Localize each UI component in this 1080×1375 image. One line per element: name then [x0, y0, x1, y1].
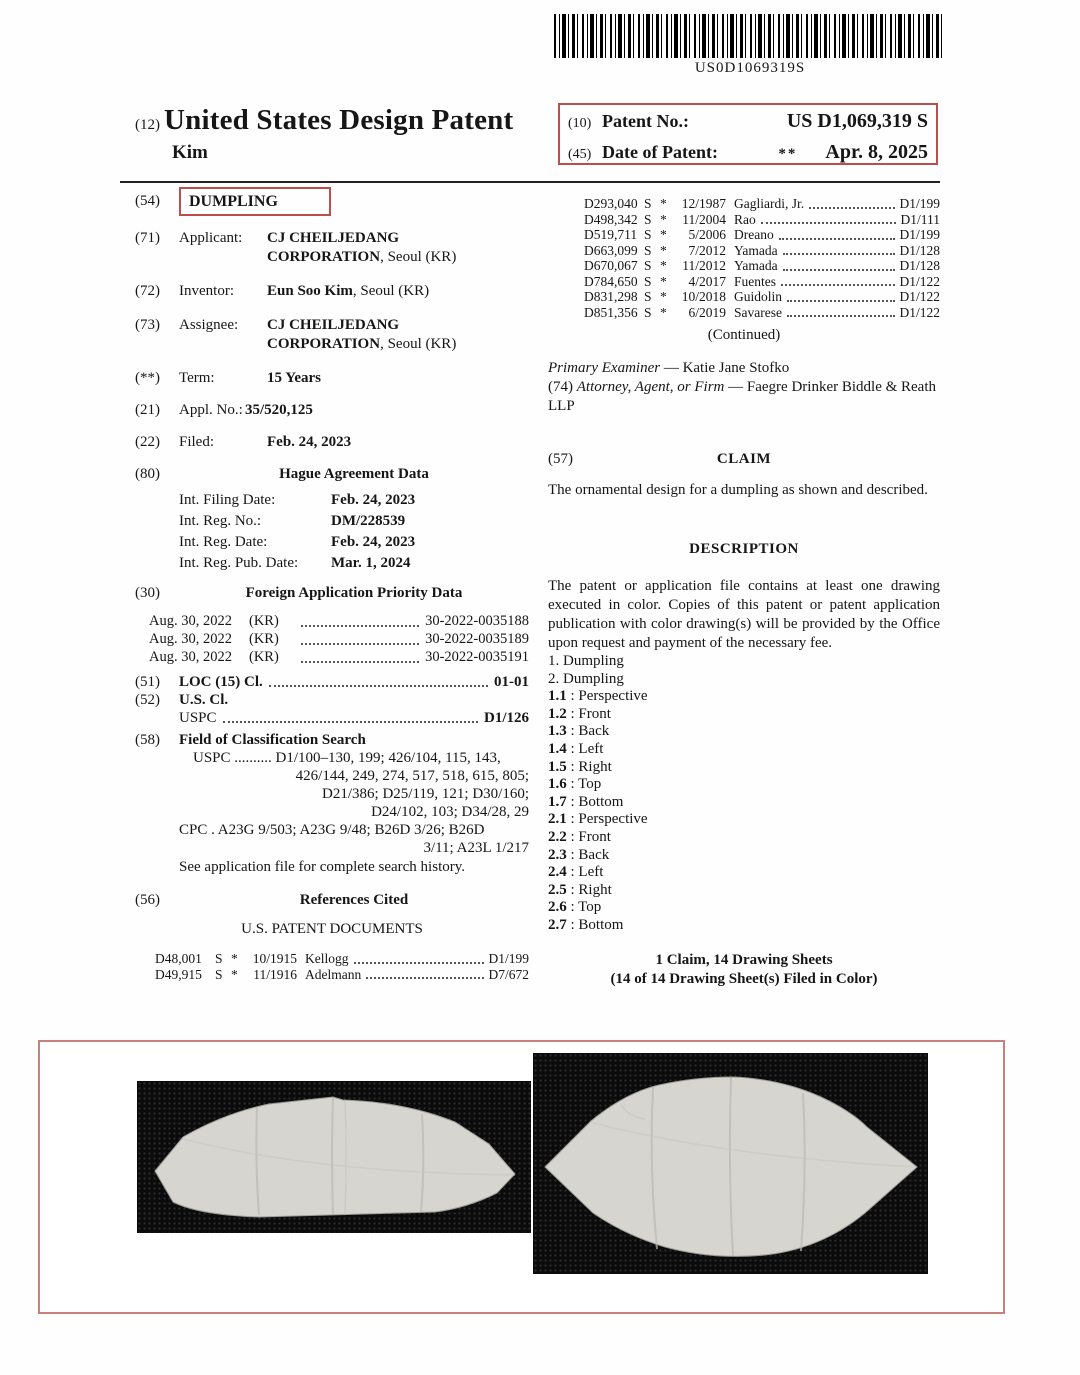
- continued-note: (Continued): [707, 327, 781, 343]
- ref-kind: S: [644, 227, 652, 242]
- ref-name: Adelmann: [305, 966, 362, 982]
- hague-row: [179, 532, 529, 553]
- hague-section-header: [135, 465, 529, 484]
- figure-label: Right: [578, 881, 612, 898]
- figure-number: 2.3: [548, 846, 567, 863]
- figure-number: 2.4: [548, 864, 567, 881]
- dot-leader: [301, 613, 419, 627]
- barcode-text: US0D1069319S: [694, 60, 806, 76]
- priority-number: 30-2022-0035188: [425, 613, 529, 629]
- field-search-header: [135, 731, 529, 749]
- figure-entry: 2.2 : Front: [548, 828, 611, 845]
- uscl-code: (52): [135, 692, 160, 708]
- description-title: DESCRIPTION: [689, 541, 799, 557]
- kind-code: (12): [135, 117, 160, 133]
- figure-entry: 1.7 : Bottom: [548, 793, 624, 810]
- hague-label: Int. Reg. No.:: [179, 513, 262, 529]
- barcode-icon: [554, 14, 946, 58]
- patent-date-value: Apr. 8, 2025: [825, 141, 928, 163]
- reference-row: [584, 258, 940, 274]
- ref-class: D1/199: [899, 227, 940, 242]
- primary-examiner-line: [548, 359, 940, 378]
- design-title-item: [135, 192, 529, 216]
- priority-date: Aug. 30, 2022: [149, 649, 232, 665]
- dumpling-front-photo: [137, 1081, 531, 1233]
- ref-kind: S: [644, 242, 652, 258]
- priority-country: (KR): [249, 613, 279, 629]
- figure-label: Left: [578, 740, 604, 757]
- ref-kind: S: [215, 951, 223, 966]
- document-title: [135, 104, 565, 137]
- dot-leader: [269, 673, 488, 687]
- figure-number: 2.6: [548, 899, 567, 916]
- figure-entry: 1.1 : Perspective: [548, 688, 648, 705]
- ref-star: *: [660, 242, 667, 258]
- dot-leader: [787, 305, 895, 318]
- priority-country: (KR): [249, 649, 279, 665]
- claim-code: (57): [548, 451, 573, 467]
- reference-row: [584, 196, 940, 212]
- attorney-line: [548, 378, 940, 416]
- ref-date: 11/1916: [253, 966, 297, 982]
- appl-no-value: 35/520,125: [245, 402, 313, 418]
- design-title: DUMPLING: [179, 187, 331, 216]
- patent-date-code: (45): [568, 147, 592, 162]
- figure-label: Top: [578, 899, 602, 916]
- dot-leader: [354, 951, 484, 964]
- attorney-label: Attorney, Agent, or Firm: [576, 379, 725, 395]
- figure-entry: 1.3 : Back: [548, 723, 610, 740]
- hague-value: Feb. 24, 2023: [331, 492, 416, 508]
- figure-label: Perspective: [578, 688, 648, 705]
- patent-no-code: (10): [568, 116, 592, 131]
- assignee-rest: , Seoul (KR): [380, 336, 457, 352]
- ref-name: Dreano: [734, 227, 774, 242]
- patent-date-row: [568, 138, 928, 169]
- reference-row: [584, 274, 940, 290]
- figure-number: 1.6: [548, 776, 567, 793]
- figure-label: Left: [578, 864, 604, 881]
- inventor-name: Eun Soo Kim: [267, 283, 353, 299]
- ref-date: 10/2018: [681, 289, 726, 304]
- ref-date: 5/2006: [688, 227, 726, 242]
- figure-entry: 1.4 : Left: [548, 740, 604, 757]
- figure-label: Front: [578, 828, 611, 845]
- applicant-item: [135, 229, 529, 267]
- dot-leader: [783, 243, 895, 256]
- priority-number: 30-2022-0035189: [425, 631, 529, 647]
- priority-row: [149, 613, 529, 631]
- ref-class: D1/199: [899, 196, 940, 211]
- term-stars: **: [778, 146, 798, 162]
- field-uspc-line: 426/144, 249, 274, 517, 518, 615, 805;: [295, 768, 529, 784]
- figure-entry: 2.7 : Bottom: [548, 916, 624, 933]
- term-value: 15 Years: [267, 370, 322, 386]
- ref-date: 12/1987: [681, 196, 726, 211]
- ref-kind: S: [644, 304, 652, 320]
- dot-leader: [783, 258, 895, 271]
- claim-summary: [548, 951, 940, 989]
- figure-entry: 1.5 : Right: [548, 758, 612, 775]
- figure-entry: 2.3 : Back: [548, 846, 610, 863]
- patent-number-box: [558, 103, 938, 165]
- field-uspc-line: D21/386; D25/119, 121; D30/160;: [322, 786, 529, 802]
- barcode-block: [548, 14, 952, 77]
- description-text: The patent or application file contains at least one drawing executed in color. Copies of this patent or patent application publication with color drawing(s) will be provided by the Office upon request and payment of the necessary fee.: [548, 578, 940, 651]
- dumpling-front-drawing: [137, 1081, 531, 1233]
- reference-row: [584, 212, 940, 228]
- loc-class-row: [135, 673, 529, 691]
- hague-value: Feb. 24, 2023: [331, 534, 416, 550]
- ref-number: D49,915: [155, 966, 202, 982]
- ref-number: D663,099: [584, 242, 638, 258]
- hague-code: (80): [135, 466, 160, 482]
- ref-class: D1/122: [899, 289, 940, 304]
- figure-number: 1.7: [548, 793, 567, 810]
- reference-row: [584, 243, 940, 259]
- priority-date: Aug. 30, 2022: [149, 631, 232, 647]
- patent-date-label: Date of Patent:: [602, 142, 718, 162]
- figure-number: 1.5: [548, 758, 567, 775]
- inventor-rest: , Seoul (KR): [352, 283, 430, 299]
- appl-no-code: (21): [135, 402, 160, 418]
- references-section-header: [135, 891, 529, 910]
- uspc-row: [179, 709, 529, 727]
- ref-name: Rao: [734, 211, 756, 227]
- hague-row: [179, 511, 529, 532]
- ref-star: *: [660, 304, 667, 320]
- design-title-code: (54): [135, 193, 160, 209]
- ref-class: D1/128: [899, 242, 940, 258]
- applicant-label: Applicant:: [179, 230, 243, 246]
- ref-number: D784,650: [584, 273, 638, 289]
- dumpling-top-photo: [533, 1053, 928, 1274]
- examiner-label: Primary Examiner: [548, 360, 661, 376]
- ref-date: 11/2004: [682, 211, 726, 227]
- us-patent-docs-title: U.S. PATENT DOCUMENTS: [241, 921, 423, 937]
- ref-star: *: [660, 258, 667, 273]
- ref-star: *: [660, 273, 667, 289]
- ref-class: D1/122: [899, 273, 940, 289]
- ref-class: D1/111: [900, 211, 940, 227]
- claim-summary-line2: (14 of 14 Drawing Sheet(s) Filed in Color): [610, 970, 878, 987]
- field-label: Field of Classification Search: [179, 732, 366, 748]
- ref-star: *: [231, 966, 238, 982]
- dot-leader: [301, 649, 419, 663]
- ref-kind: S: [215, 966, 223, 982]
- patent-no-label: Patent No.:: [602, 111, 689, 131]
- ref-name: Gagliardi, Jr.: [734, 196, 805, 211]
- ref-number: D851,356: [584, 304, 638, 320]
- ref-date: 7/2012: [688, 242, 726, 258]
- priority-row: [149, 649, 529, 667]
- term-code: (**): [135, 370, 160, 386]
- ref-number: D498,342: [584, 211, 638, 227]
- ref-name: Yamada: [734, 258, 778, 273]
- inventor-surname: Kim: [172, 142, 208, 163]
- ref-star: *: [660, 289, 667, 304]
- hague-label: Int. Reg. Date:: [179, 534, 268, 550]
- loc-code: (51): [135, 674, 160, 690]
- attorney-code: (74): [548, 379, 573, 395]
- figure-number: 1.3: [548, 723, 567, 740]
- dot-leader: [761, 212, 896, 225]
- priority-row: [149, 631, 529, 649]
- figure-entry: 2.4 : Left: [548, 864, 604, 881]
- ref-date: 6/2019: [688, 304, 726, 320]
- loc-value: 01-01: [494, 674, 529, 690]
- ref-name: Fuentes: [734, 273, 776, 289]
- figure-label: Top: [578, 776, 602, 793]
- ref-star: *: [660, 196, 667, 211]
- figure-entry: 2.5 : Right: [548, 881, 612, 898]
- ref-kind: S: [644, 258, 652, 273]
- dot-leader: [809, 196, 894, 209]
- figure-label: Perspective: [578, 811, 648, 828]
- field-note: See application file for complete search history.: [179, 859, 466, 875]
- priority-number: 30-2022-0035191: [425, 649, 529, 665]
- document-title-text: United States Design Patent: [164, 104, 514, 136]
- appl-no-item: [135, 401, 529, 420]
- applicant-name: CJ CHEILJEDANG CORPORATION: [267, 230, 400, 265]
- ref-class: D1/122: [899, 304, 940, 320]
- figure-entry: 2.1 : Perspective: [548, 811, 648, 828]
- inventor-label: Inventor:: [179, 283, 234, 299]
- figure-entry: 1.2 : Front: [548, 705, 611, 722]
- ref-star: *: [660, 227, 667, 242]
- applicant-rest: , Seoul (KR): [380, 249, 457, 265]
- hague-value: DM/228539: [331, 513, 406, 529]
- filed-value: Feb. 24, 2023: [267, 434, 352, 450]
- priority-country: (KR): [249, 631, 279, 647]
- loc-label: LOC (15) Cl.: [179, 674, 263, 690]
- figure-number: 1.4: [548, 740, 567, 757]
- attorney-name: — Faegre Drinker Biddle & Reath LLP: [548, 379, 937, 414]
- claim-section-header: [548, 450, 940, 469]
- term-item: [135, 369, 529, 388]
- hague-label: Int. Filing Date:: [179, 492, 276, 508]
- ref-star: *: [231, 951, 238, 966]
- dumpling-top-drawing: [533, 1053, 928, 1274]
- field-uspc-line: USPC .......... D1/100–130, 199; 426/104, 115, 143,: [193, 750, 501, 766]
- references-title: References Cited: [299, 892, 409, 908]
- hague-value: Mar. 1, 2024: [331, 555, 411, 571]
- dot-leader: [366, 967, 483, 980]
- ref-date: 11/2012: [682, 258, 726, 273]
- ref-number: D48,001: [155, 951, 202, 966]
- header-divider: [120, 181, 940, 183]
- appl-no-label: Appl. No.:: [179, 402, 243, 418]
- figure-number: 1.2: [548, 705, 567, 722]
- priority-code: (30): [135, 585, 160, 601]
- hague-label: Int. Reg. Pub. Date:: [179, 555, 299, 571]
- us-class-row: [135, 691, 529, 709]
- design-item: 1. Dumpling: [548, 653, 624, 669]
- priority-date: Aug. 30, 2022: [149, 613, 232, 629]
- ref-name: Yamada: [734, 242, 778, 258]
- filed-label: Filed:: [179, 434, 215, 450]
- figure-entry: 1.6 : Top: [548, 776, 602, 793]
- assignee-name: CJ CHEILJEDANG CORPORATION: [267, 317, 400, 352]
- ref-name: Savarese: [734, 304, 782, 320]
- figure-number: 2.1: [548, 811, 567, 828]
- hague-row: [179, 490, 529, 511]
- term-label: Term:: [179, 370, 215, 386]
- priority-section-header: [135, 584, 529, 603]
- reference-row: [584, 305, 940, 321]
- filed-code: (22): [135, 434, 160, 450]
- figure-number: 2.7: [548, 916, 567, 933]
- dot-leader: [779, 227, 895, 240]
- ref-kind: S: [644, 196, 652, 211]
- claim-text: The ornamental design for a dumpling as shown and described.: [548, 482, 928, 498]
- ref-name: Kellogg: [305, 951, 349, 966]
- uscl-label: U.S. Cl.: [179, 692, 229, 708]
- ref-kind: S: [644, 273, 652, 289]
- design-item: 2. Dumpling: [548, 670, 624, 687]
- hague-title: Hague Agreement Data: [279, 466, 429, 482]
- reference-row: [584, 289, 940, 305]
- figure-label: Back: [578, 723, 610, 740]
- figure-label: Right: [578, 758, 612, 775]
- applicant-code: (71): [135, 230, 160, 246]
- patent-no-value: US D1,069,319 S: [786, 110, 928, 132]
- reference-row: [155, 967, 529, 983]
- ref-star: *: [660, 211, 667, 227]
- ref-kind: S: [644, 289, 652, 304]
- ref-number: D831,298: [584, 289, 638, 304]
- field-code: (58): [135, 732, 160, 748]
- right-column: [548, 196, 940, 989]
- assignee-code: (73): [135, 317, 160, 333]
- reference-row: [155, 951, 529, 967]
- examiner-name: — Katie Jane Stofko: [663, 360, 790, 376]
- ref-class: D7/672: [488, 966, 529, 982]
- dot-leader: [781, 274, 895, 287]
- ref-date: 4/2017: [688, 273, 726, 289]
- figure-number: 2.5: [548, 881, 567, 898]
- claim-title: CLAIM: [716, 451, 772, 467]
- figure-label: Bottom: [578, 793, 624, 810]
- figure-entry: 2.6 : Top: [548, 899, 602, 916]
- ref-number: D670,067: [584, 258, 638, 273]
- dot-leader: [223, 709, 478, 723]
- dot-leader: [301, 631, 419, 645]
- ref-name: Guidolin: [734, 289, 783, 304]
- figure-label: Back: [578, 846, 610, 863]
- field-cpc-line: CPC . A23G 9/503; A23G 9/48; B26D 3/26; B26D: [179, 822, 485, 838]
- reference-row: [584, 227, 940, 243]
- dot-leader: [787, 289, 894, 302]
- uspc-value: D1/126: [484, 710, 529, 726]
- figure-number: 1.1: [548, 688, 567, 705]
- left-column: [135, 192, 529, 982]
- ref-number: D519,711: [584, 227, 638, 242]
- ref-date: 10/1915: [252, 951, 297, 966]
- assignee-item: [135, 316, 529, 354]
- field-uspc-line: D24/102, 103; D34/28, 29: [371, 804, 529, 820]
- field-cpc-line: 3/11; A23L 1/217: [423, 840, 529, 856]
- inventor-item: [135, 282, 529, 301]
- figure-label: Front: [578, 705, 611, 722]
- claim-summary-line1: 1 Claim, 14 Drawing Sheets: [655, 951, 833, 968]
- assignee-label: Assignee:: [179, 317, 239, 333]
- filed-item: [135, 433, 529, 452]
- inventor-code: (72): [135, 283, 160, 299]
- ref-class: D1/199: [488, 951, 529, 966]
- priority-title: Foreign Application Priority Data: [245, 585, 463, 601]
- uspc-label: USPC: [179, 710, 217, 726]
- patent-number-row: [568, 107, 928, 138]
- figure-number: 2.2: [548, 828, 567, 845]
- drawing-figures-box: [38, 1040, 1005, 1314]
- ref-class: D1/128: [899, 258, 940, 273]
- references-code: (56): [135, 892, 160, 908]
- ref-number: D293,040: [584, 196, 638, 211]
- hague-row: [179, 553, 529, 574]
- ref-kind: S: [644, 211, 652, 227]
- figure-label: Bottom: [578, 916, 624, 933]
